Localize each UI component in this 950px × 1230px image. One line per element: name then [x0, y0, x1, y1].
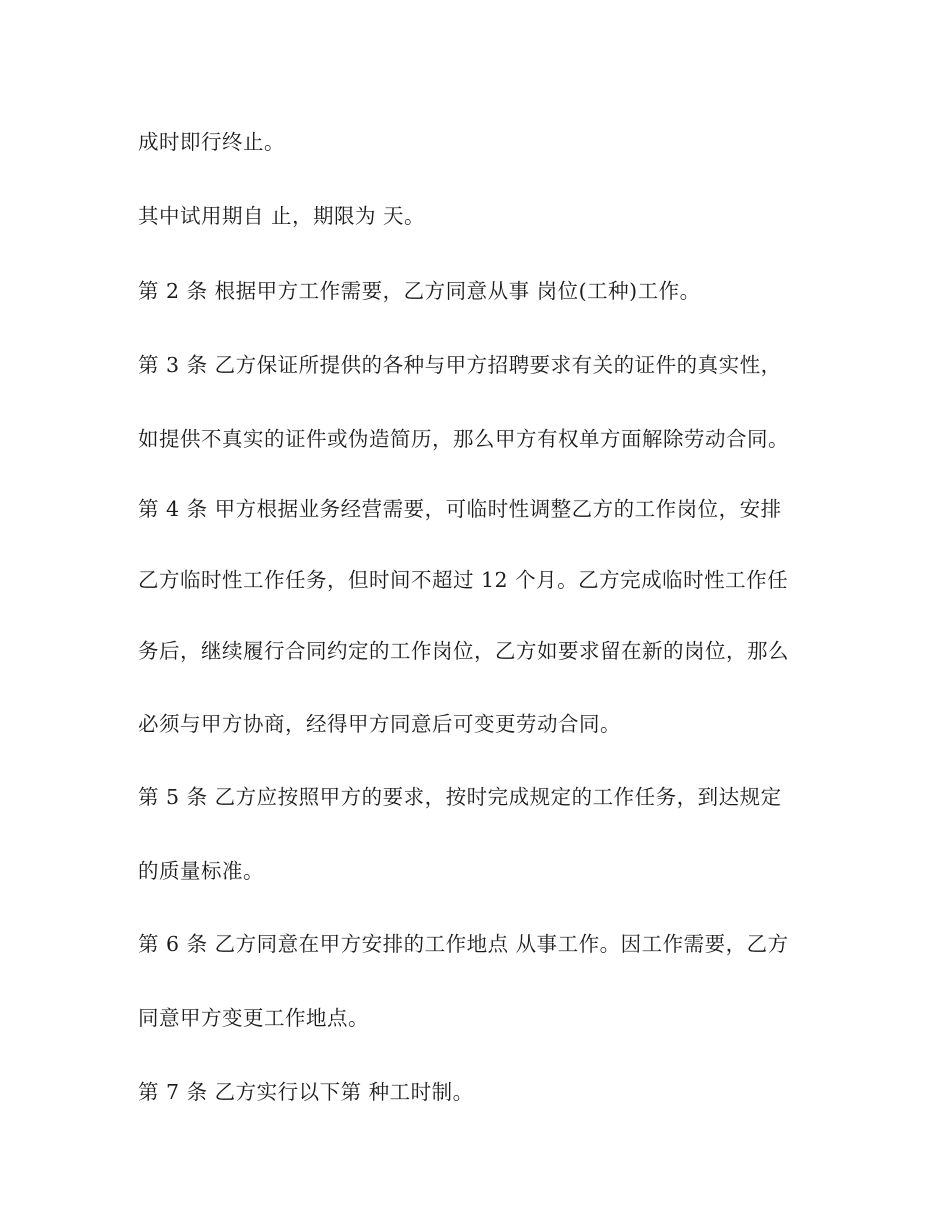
- text-line: 务后，继续履行合同约定的工作岗位，乙方如要求留在新的岗位，那么: [138, 639, 789, 663]
- text-line: 同意甲方变更工作地点。: [138, 1006, 369, 1030]
- text-line: 成时即行终止。: [138, 130, 285, 154]
- text-line: 必须与甲方协商，经得甲方同意后可变更劳动合同。: [138, 712, 621, 736]
- text-line: 其中试用期自 止，期限为 天。: [138, 204, 426, 228]
- text-line: 如提供不真实的证件或伪造简历，那么甲方有权单方面解除劳动合同。: [138, 427, 789, 451]
- text-line: 的质量标准。: [138, 859, 264, 883]
- text-line: 第 7 条 乙方实行以下第 种工时制。: [138, 1080, 474, 1104]
- text-line: 第 2 条 根据甲方工作需要，乙方同意从事 岗位(工种)工作。: [138, 279, 701, 303]
- text-line: 第 5 条 乙方应按照甲方的要求，按时完成规定的工作任务，到达规定: [138, 785, 782, 809]
- text-line: 第 6 条 乙方同意在甲方安排的工作地点 从事工作。因工作需要，乙方: [138, 932, 789, 956]
- text-line: 第 3 条 乙方保证所提供的各种与甲方招聘要求有关的证件的真实性，: [138, 353, 782, 377]
- text-line: 第 4 条 甲方根据业务经营需要，可临时性调整乙方的工作岗位，安排: [138, 497, 782, 521]
- text-line: 乙方临时性工作任务，但时间不超过 12 个月。乙方完成临时性工作任: [138, 568, 789, 592]
